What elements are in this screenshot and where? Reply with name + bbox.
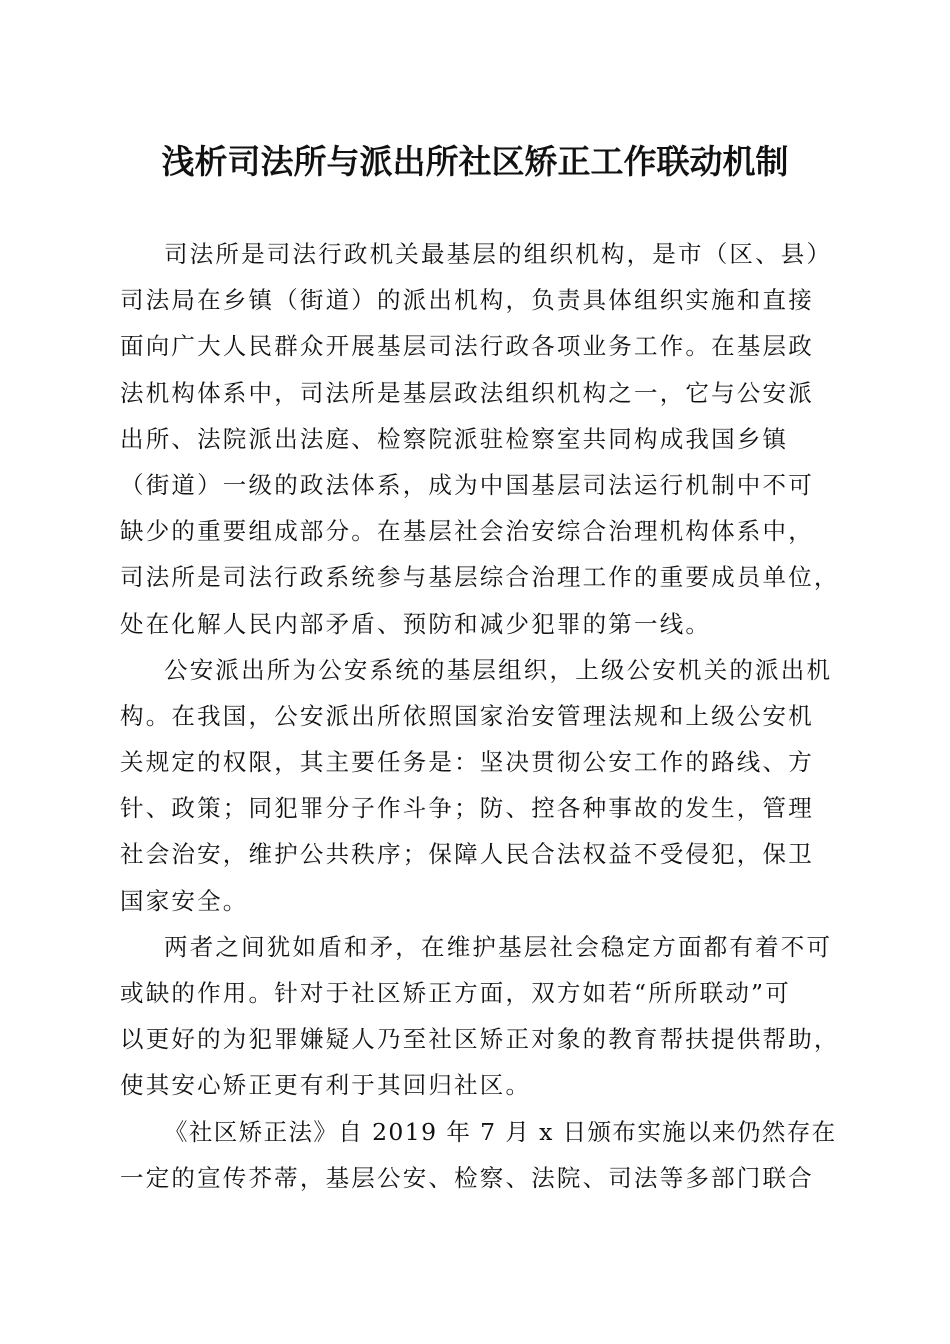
body-line: 一定的宣传芥蒂，基层公安、检察、法院、司法等多部门联合: [120, 1163, 814, 1192]
body-line: （街道）一级的政法体系，成为中国基层司法运行机制中不可: [120, 470, 814, 499]
body-line: 或缺的作用。针对于社区矫正方面，双方如若“所所联动”可: [120, 979, 791, 1007]
body-line: 针、政策；同犯罪分子作斗争；防、控各种事故的发生，管理: [120, 794, 814, 823]
body-line: 出所、法院派出法庭、检察院派驻检察室共同构成我国乡镇: [120, 424, 789, 453]
document-title: 浅析司法所与派出所社区矫正工作联动机制: [161, 142, 789, 181]
body-line: 《社区矫正法》自 2019 年 7 月 x 日颁布实施以来仍然存在: [164, 1117, 837, 1146]
body-line: 使其安心矫正更有利于其回归社区。: [120, 1071, 532, 1100]
body-line: 司法所是司法行政机关最基层的组织机构，是市（区、县）: [164, 240, 833, 268]
body-line: 处在化解人民内部矛盾、预防和减少犯罪的第一线。: [120, 609, 712, 638]
body-line: 关规定的权限，其主要任务是：坚决贯彻公安工作的路线、方: [120, 748, 814, 777]
body-line: 以更好的为犯罪嫌疑人乃至社区矫正对象的教育帮扶提供帮助，: [120, 1025, 840, 1054]
body-line: 司法局在乡镇（街道）的派出机构，负责具体组织实施和直接: [120, 286, 814, 315]
body-line: 构。在我国，公安派出所依照国家治安管理法规和上级公安机: [120, 701, 814, 730]
body-line: 司法所是司法行政系统参与基层综合治理工作的重要成员单位，: [120, 563, 840, 592]
body-line: 面向广大人民群众开展基层司法行政各项业务工作。在基层政: [120, 332, 814, 361]
body-line: 缺少的重要组成部分。在基层社会治安综合治理机构体系中，: [120, 517, 814, 546]
body-line: 国家安全。: [120, 886, 249, 915]
body-line: 社会治安，维护公共秩序；保障人民合法权益不受侵犯，保卫: [120, 840, 814, 869]
body-line: 两者之间犹如盾和矛，在维护基层社会稳定方面都有着不可: [164, 932, 833, 961]
body-line: 法机构体系中，司法所是基层政法组织机构之一，它与公安派: [120, 378, 814, 407]
body-line: 公安派出所为公安系统的基层组织，上级公安机关的派出机: [164, 655, 833, 684]
document-body: [120, 231, 840, 1201]
